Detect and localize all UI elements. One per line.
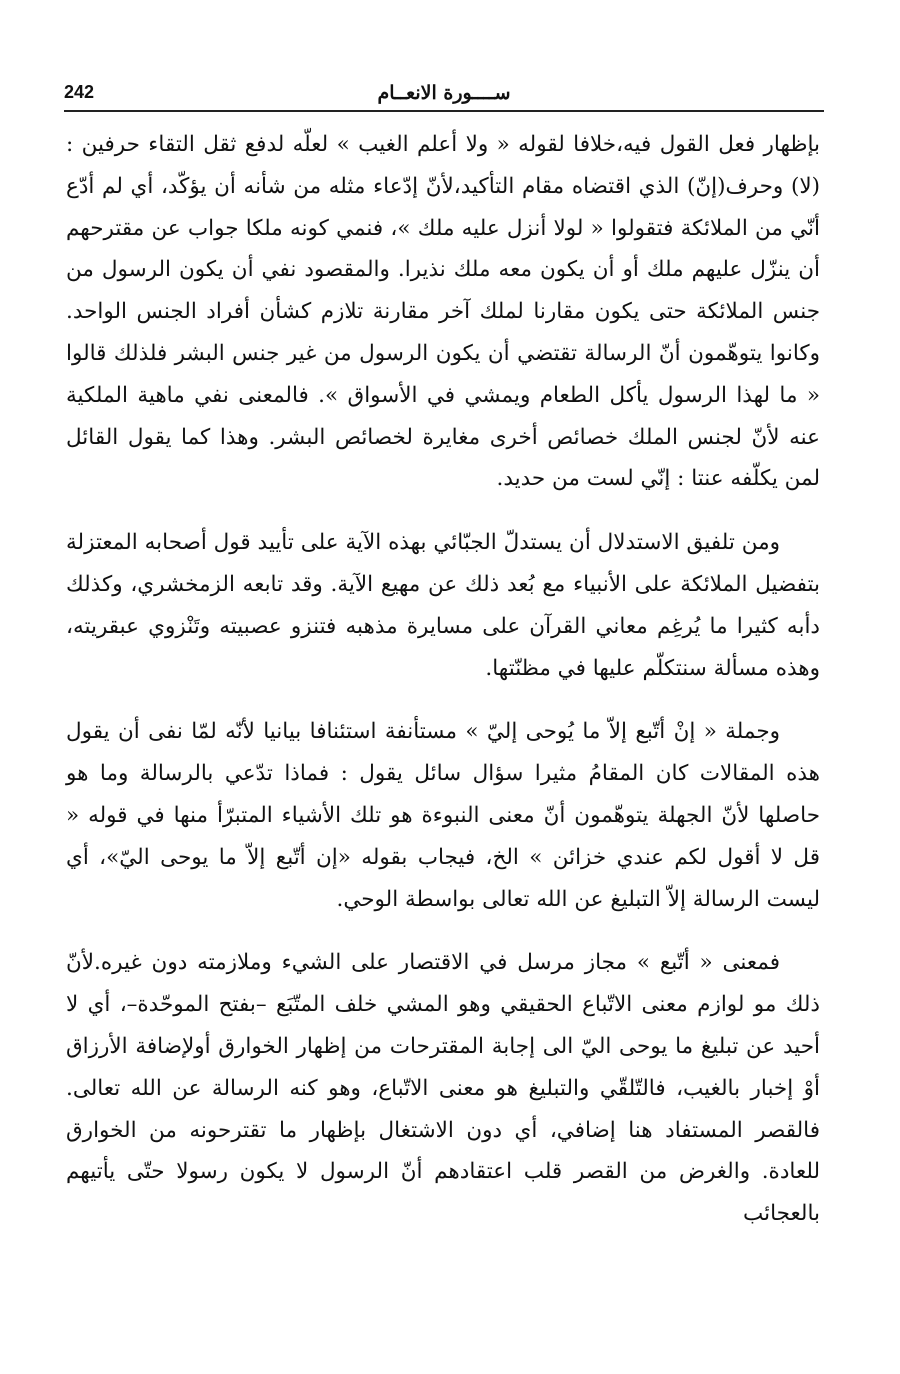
paragraph: فمعنى « أتّبع » مجاز مرسل في الاقتصار على الشيء وملازمته دون غيره.لأنّ ذلك مو لوازم معنى الاتّباع الحقيقي وهو المشي خلف المتّبَع –بفتح الموحّدة–، أي لا أحيد عن تبليغ ما يوحى اليّ الى إجابة المقترحات من إظهار الخوارق أولإضافة الأرزاق أوْ إخبار بالغيب، فالتّلقّي والتبليغ هو معنى الاتّباع، وهو كنه الرسالة عن الله تعالى. فالقصر المستفاد هنا إضافي، أي دون الاشتغال بإظهار ما تقترحونه من الخوارق للعادة. والغرض من القصر قلب اعتقادهم أنّ الرسول لا يكون رسولا حتّى يأتيهم بالعجائب xyxy=(66,950,820,1227)
paragraph: وجملة « إنْ أتّبع إلاّ ما يُوحى إليّ » مستأنفة استئنافا بيانيا لأنّه لمّا نفى أن يقول هذه المقالات كان المقامُ مثيرا سؤال سائل يقول : فماذا تدّعي بالرسالة وما هو حاصلها لأنّ الجهلة يتوهّمون أنّ معنى النبوءة هو تلك الأشياء المتبرّأ منها في قوله « قل لا أقول لكم عندي خزائن » الخ، فيجاب بقوله «إن أتّبع إلاّ ما يوحى اليّ»، أي ليست الرسالة إلاّ التبليغ عن الله تعالى بواسطة الوحي. xyxy=(66,719,820,912)
page-header xyxy=(64,76,824,110)
page-number: 242 xyxy=(64,82,95,102)
page-body xyxy=(66,124,820,1235)
surah-title: ســــورة الانعــام xyxy=(377,82,511,104)
paragraph: بإظهار فعل القول فيه،خلافا لقوله « ولا أعلم الغيب » لعلّه لدفع ثقل التقاء حرفين : (لا) وحرف(إنّ) الذي اقتضاه مقام التأكيد،لأنّ إدّعاء مثله من شأنه أن يؤكّد، أي لم أدّع أنّي من الملائكة فتقولوا « لولا أنزل عليه ملك »، فنمي كونه ملكا جواب عن مقترحهم أن ينزّل عليهم ملك أو أن يكون معه ملك نذيرا. والمقصود نفي أن يكون الرسول من جنس الملائكة حتى يكون مقارنا لملك آخر مقارنة تلازم كشأن أفراد الجنس الواحد. وكانوا يتوهّمون أنّ الرسالة تقتضي أن يكون الرسول من غير جنس البشر فلذلك قالوا « ما لهذا الرسول يأكل الطعام ويمشي في الأسواق ». فالمعنى نفي ماهية الملكية عنه لأنّ لجنس الملك خصائص أخرى مغايرة لخصائص البشر. وهذا كما يقول القائل لمن يكلّفه عنتا : إنّي لست من حديد. xyxy=(66,132,820,492)
paragraph: ومن تلفيق الاستدلال أن يستدلّ الجبّائي بهذه الآية على تأييد قول أصحابه المعتزلة بتفضيل الملائكة على الأنبياء مع بُعد ذلك عن مهيع الآية. وقد تابعه الزمخشري، وكذلك دأبه كثيرا ما يُرغِم معاني القرآن على مسايرة مذهبه فتنزو عصبيته وتَنْزوي عبقريته، وهذه مسألة سنتكلّم عليها في مظنّتها. xyxy=(66,530,820,681)
header-divider xyxy=(64,110,824,112)
